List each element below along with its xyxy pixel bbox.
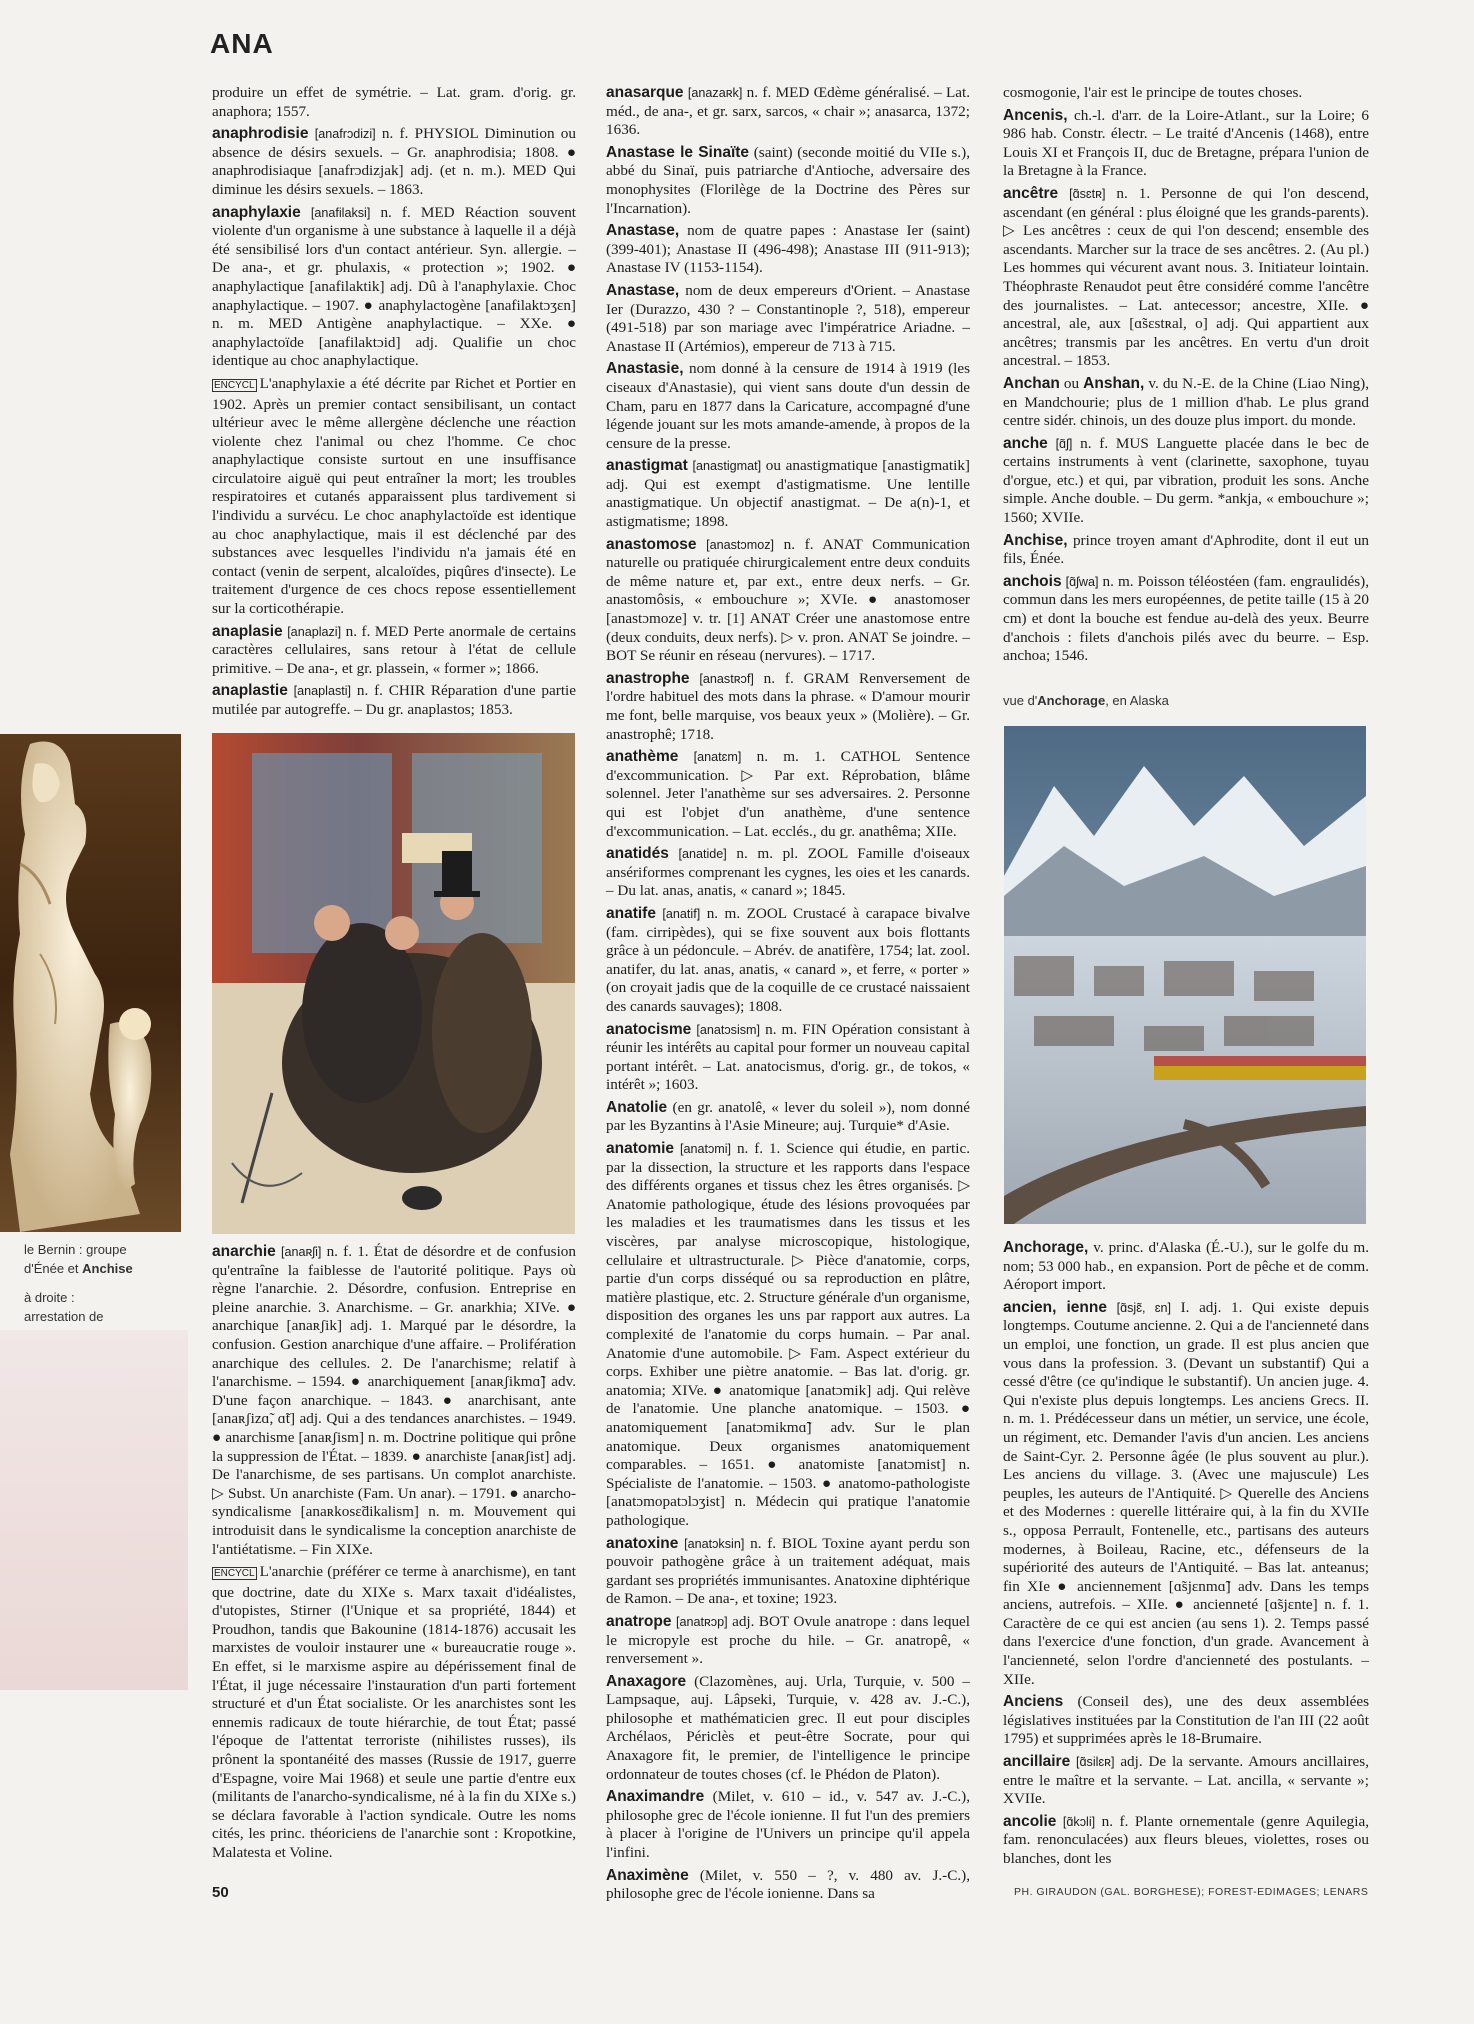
entry-anaximandre: Anaximandre (Milet, v. 610 – id., v. 547 av. J.-C.), philosophe grec de l'école ionienne. Il fut l'un des premiers à placer à l'origine de l'Univers un principe qu'il appela l'infini. (606, 1788, 971, 1862)
column-1-top (212, 84, 576, 724)
anchorage-photo (1004, 726, 1366, 1224)
entry-anasarque: anasarque [anazaʀk] n. f. MED Œdème généralisé. – Lat. méd., de ana-, et gr. sarx, sarcos, « chair »; anasarca, 1372; 1636. (606, 84, 971, 139)
entry-ancien: ancien, ienne [ɑ̃sjɛ̃, ɛn] I. adj. 1. Qui existe depuis longtemps. Coutume ancienne. 2. Qui a de l'ancienneté dans un emploi, une fonction, un grade. Il est plus ancien que vous dans la profession. 3. (Devant un substantif) Qui a cessé d'être (ce qu'indique le substantif). Un ancien juge. 4. Qui n'existe plus depuis longtemps. Les anciens Grecs. II. n. m. 1. Prédécesseur dans un métier, un service, une école, un régiment, etc. Demander l'avis d'un ancien. Les anciens de Saint-Cyr. 2. Personne âgée (le plus souvent au plur.). Les anciens du village. 3. (Avec une majuscule) Les peuples, les auteurs de l'Antiquité. ▷ Querelle des Anciens et des Modernes : querelle littéraire qui, à la fin du XVIIe s., opposa Perrault, Fontenelle, etc., partisans des auteurs modernes, à Boileau, Racine, etc., défenseurs de la supériorité des auteurs de l'Antiquité. – Bas lat. anteanus; fin XIe ● anciennement [ɑ̃sjɛnmɑ̃] adv. Dans les temps anciens, autrefois. – XIIe. ● ancienneté [ɑ̃sjɛnte] n. f. 1. Caractère de ce qui est ancien (au sens 1). 2. Temps passé dans l'exercice d'une fonction, d'un grade. Avancement à l'ancienneté, selon l'ordre d'ancienneté des postulants. – XIIe. (1003, 1298, 1370, 1688)
entry-anaphrodisie: anaphrodisie [anafrɔdizi] n. f. PHYSIOL Diminution ou absence de désirs sexuels. – Gr. anaphrodisia; 1808. ● anaphrodisiaque [anafrɔdizjak] adj. (et n. m.). MED Qui diminue les désirs sexuels. – 1863. (212, 125, 576, 198)
entry-anaplastie: anaplastie [anaplasti] n. f. CHIR Réparation d'une partie mutilée par autogreffe. – Du gr. anaplastos; 1853. (212, 682, 577, 718)
entry-anchise: Anchise, prince troyen amant d'Aphrodite, dont il eut un fils, Énée. (1003, 531, 1370, 568)
entry-anatides: anatidés [anatide] n. m. pl. ZOOL Famille d'oiseaux ansériformes comprenant les cygnes, les oies et les canards. – Du lat. anas, anatis, « canard »; 1845. (606, 845, 971, 900)
entry-anastase-empereurs: Anastase, nom de deux empereurs d'Orient. – Anastase Ier (Durazzo, 430 ? – Constantinople ?, 518), empereur (491-518) par son mariage avec l'impératrice Ariadne. – Anastase II (Artémios), empereur de 713 à 715. (606, 281, 970, 355)
entry-anastase-papes: Anastase, nom de quatre papes : Anastase Ier (saint) (399-401); Anastase II (496-498); Anastase III (911-913); Anastase IV (1153-1154). (606, 222, 971, 277)
entry-continuation: produire un effet de symétrie. – Lat. gram. d'orig. gr. anaphora; 1557. (212, 84, 576, 120)
encyclopedic-note-anaphylaxie: ENCYCL L'anaphylaxie a été décrite par Richet et Portier en 1902. Après un premier contact sensibilisant, un contact ultérieur avec le même allergène déclenche une réaction violente chez l'animal ou chez l'homme. Ce choc anaphylactique consiste surtout en une insuffisance circulatoire aiguë qui peut entraîner la mort; les troubles respiratoires et cutanés apparaissent plus tardivement si l'individu a survécu. Le choc anaphylactoïde est identique au choc anaphylactique, mais il est déclenché par des substances avec lesquelles l'individu n'a jamais été en contact (venin de serpent, alcaloïdes, piqûres d'insecte). Le traitement d'urgence de ces chocs repose essentiellement sur la corticothérapie. (212, 374, 576, 618)
running-head: ANA (210, 28, 274, 59)
photo-credits: PH. GIRAUDON (GAL. BORGHESE); FOREST-EDIMAGES; LENARS (1014, 1886, 1369, 1898)
entry-ancillaire: ancillaire [ɑ̃silɛʀ] adj. De la servante. Amours ancillaires, entre le maître et la servante. – Lat. ancilla, « servante »; XVIIe. (1003, 1753, 1369, 1808)
encycl-tag: ENCYCL (214, 1568, 255, 1580)
column-3-bottom (1003, 1239, 1369, 1873)
entry-anatife: anatife [anatif] n. m. ZOOL Crustacé à carapace bivalve (fam. cirripèdes), qui se fixe souvent aux bois flottants grâce à un pédoncule. – Abrév. de anatifère, 1754; lat. zool. anatifer, du lat. anas, anatis, « canard », et ferre, « porter » (on croyait jadis que de la coquille de ce crustacé naissaient des canards sauvages); 1808. (606, 904, 970, 1015)
entry-anchois: anchois [ɑ̃ʃwa] n. m. Poisson téléostéen (fam. engraulidés), commun dans les mers européennes, de petite taille (15 à 20 cm) et dont la bouche est fendue au-delà des yeux. Beurre d'anchois : filets d'anchois pilés avec du beurre. – Esp. anchoa; 1546. (1003, 572, 1369, 665)
anchorage-caption: vue d'Anchorage, en Alaska (1003, 693, 1169, 708)
entry-anatoxine: anatoxine [anatɔksin] n. f. BIOL Toxine ayant perdu son pouvoir pathogène grâce à un traitement adéquat, mais gardant ses propriétés immunisantes. Anatoxine diphtérique de Ramon. – De ana-, et toxine; 1923. (606, 1534, 971, 1608)
entry-anaximene: Anaximène (Milet, v. 550 – ?, v. 480 av. J.-C.), philosophe grec de l'école ionienne. Dans sa (606, 1866, 971, 1903)
entry-anastomose: anastomose [anastɔmoz] n. f. ANAT Communication naturelle ou pratiquée chirurgicalement entre deux conduits de même nature et, par ext., entre deux nerfs. – Gr. anastomôsis, « embouchure »; XVIe. ● anastomoser [anastɔmoze] v. tr. [1] ANAT Créer une anastomose entre (deux conduits, deux nerfs). ▷ v. pron. ANAT Se joindre. – BOT Se réunir en réseau (nervures). – 1717. (606, 535, 971, 665)
entry-ancolie: ancolie [ɑ̃kɔli] n. f. Plante ornementale (genre Aquilegia, fam. renonculacées) aux fleurs bleues, violettes, roses ou blanches, dont les (1003, 1812, 1369, 1867)
entry-ancenis: Ancenis, ch.-l. d'arr. de la Loire-Atlant., sur la Loire; 6 986 hab. Constr. électr. – Le traité d'Ancenis (1468), entre Louis XI et François II, duc de Bretagne, prépara l'union de la Bretagne à la France. (1003, 106, 1370, 180)
encyclopedic-note-anarchie: ENCYCL L'anarchie (préférer ce terme à anarchisme), en tant que doctrine, date du XIXe s. Marx taxait d'idéalistes, d'utopistes, Stirner (l'Unique et sa propriété, 1844) et Proudhon, tandis que Bakounine (1814-1876) accusait les marxistes de vouloir instaurer une « bureaucratie rouge ». En effet, si le marxisme aspire au dépérissement final de l'État, il juge nécessaire l'instauration d'un parti fortement structuré et d'un État socialiste. Or les anarchistes sont les ennemis radicaux de toute hiérarchie, de tout État; passé l'époque de l'attentat terroriste (nihilistes russes), ils prônent la spontanéité des masses (Russie de 1917, guerre d'Espagne, voire Mai 1968) et seule une partie d'entre eux (militants de l'anarcho-syndicalisme, né à la fin du XIXe s.) se déclara favorable à l'action syndicale. Outre les noms cités, les princ. théoriciens de l'anarchie sont : Kropotkine, Malatesta et Voline. (212, 1563, 576, 1861)
entry-anaxagore: Anaxagore (Clazomènes, auj. Urla, Turquie, v. 500 – Lampsaque, auj. Lâpseki, Turquie, v. 428 av. J.-C.), philosophe et mathématicien grec. Il eut pour disciples Archélaos, Périclès et peut-être Socrate, pour qui Anaxagore fit, le premier, de l'intelligence le principe ordonnateur de toutes choses (cf. le Phédon de Platon). (606, 1672, 971, 1783)
statue-caption: le Bernin : groupe d'Énée et Anchise à droite : arrestation de (24, 1242, 133, 1324)
column-1-bottom (212, 1243, 576, 1867)
page-number: 50 (212, 1884, 229, 1901)
entry-anastasie: Anastasie, nom donné à la censure de 1914 à 1919 (les ciseaux d'Anastasie), qui vient sans doute d'un dessin de Cham, paru en 1877 dans la Caricature, accompagné d'une légende jouant sur les mots amande-amende, à propos de la censure de la presse. (606, 360, 971, 452)
entry-anatocisme: anatocisme [anatɔsism] n. m. FIN Opération consistant à réunir les intérêts au capital pour former un nouveau capital portant intérêt. – Lat. anatocismus, d'orig. gr., de tokos, « intérêt »; 1603. (606, 1020, 971, 1094)
column-3-top (1003, 84, 1369, 670)
ravachol-arrest-illustration (212, 733, 575, 1234)
entry-anchan: Anchan ou Anshan, v. du N.-E. de la Chine (Liao Ning), en Mandchourie; plus de 1 million d'hab. Le plus grand centre sidér. chinois, un des douze plus import. du monde. (1003, 374, 1369, 430)
entry-anastigmat: anastigmat [anastigmat] ou anastigmatique [anastigmatik] adj. Qui est exempt d'astigmatisme. Une lentille anastigmatique. Un objectif anastigmat. – De a(n)-1, et astigmatisme; 1898. (606, 457, 970, 531)
column-2 (606, 84, 970, 1908)
entry-anatrope: anatrope [anatʀɔp] adj. BOT Ovule anatrope : dans lequel le micropyle est proche du hile. – Gr. anatropê, « renversement ». (606, 1612, 970, 1668)
entry-anarchie: anarchie [anaʀʃi] n. f. 1. État de désordre et de confusion qu'entraîne la faiblesse de l'autorité politique. Pays où règne l'anarchie. 2. Désordre, confusion. Entreprise en pleine anarchie. 3. Anarchisme. – Gr. anarkhia; XIVe. ● anarchique [anaʀʃik] adj. 1. Marqué par le désordre, la confusion. Gestion anarchique d'une affaire. – Prolifération anarchique des cellules. 2. De l'anarchisme; relatif à l'anarchisme. – 1594. ● anarchiquement [anaʀʃikmɑ̃] adv. D'une façon anarchique. – 1843. ● anarchisant, ante [anaʀʃizɑ̃, ɑ̃t] adj. Qui a des tendances anarchistes. – 1949. ● anarchisme [anaʀʃism] n. m. Doctrine politique qui prône la suppression de l'État. – 1839. ● anarchiste [anaʀʃist] adj. De l'anarchisme, de ses partisans. Un complot anarchiste. ▷ Subst. Un anarchiste (Fam. Un anar). – 1791. ● anarcho-syndicalisme [anaʀkosɛ̃dikalism] n. m. Mouvement qui introduisit dans le syndicalisme la conception anarchiste de l'antiétatisme. – Fin XIXe. (212, 1243, 576, 1558)
entry-anaphylaxie: anaphylaxie [anafilaksi] n. f. MED Réaction souvent violente d'un organisme à une substance à laquelle il a déjà été sensibilisé lors d'un contact antérieur. Syn. allergie. – De ana-, et gr. phulaxis, « protection »; 1902. ● anaphylactique [anafilaktik] adj. Dû à l'anaphylaxie. Choc anaphylactique. – 1907. ● anaphylactogène [anafilaktɔʒɛn] n. m. MED Antigène anaphylactique. – XXe. ● anaphylactoïde [anafilaktɔid] adj. Qualifie un choc identique au choc anaphylactique. (212, 203, 577, 370)
entry-anchorage: Anchorage, v. princ. d'Alaska (É.-U.), sur le golfe du m. nom; 53 000 hab., en expansion. Port de pêche et de comm. Aéroport import. (1003, 1239, 1370, 1294)
bernini-statue-photo (0, 734, 181, 1232)
encycl-tag: ENCYCL (214, 379, 255, 391)
entry-anatomie: anatomie [anatɔmi] n. f. 1. Science qui étudie, en partic. par la dissection, la structure et les rapports dans l'espace des différents organes et tissus chez les êtres organisés. ▷ Anatomie pathologique, étude des lésions provoquées par les maladies et les traumatismes dans les tissus et les viscères, par analyse microscopique, histologique, cellulaire et ultrastructurale. ▷ Pièce d'anatomie, corps, partie d'un corps disséqué ou sa reproduction en plâtre, matière plastique, etc. 2. Structure générale d'un organisme, disposition des organes les uns par rapport aux autres. La complexité de l'anatomie du corps humain. – Par anal. Anatomie d'une automobile. ▷ Fam. Aspect extérieur du corps. Exhiber une piètre anatomie. – Bas lat. d'orig. gr. anatomia; XIVe. ● anatomique [anatɔmik] adj. Qui relève de l'anatomie. Une planche anatomique. – 1503. ● anatomiquement [anatɔmikmɑ̃] adv. Sur le plan anatomique. Deux organismes anatomiquement comparables. – 1651. ● anatomiste [anatɔmist] n. Spécialiste de l'anatomie. – 1503. ● anatomo-pathologiste [anatɔmopatɔlɔʒist] n. Médecin qui pratique l'anatomie pathologique. (606, 1140, 971, 1529)
entry-continuation: cosmogonie, l'air est le principe de toutes choses. (1003, 84, 1303, 101)
entry-ancetre: ancêtre [ɑ̃sɛtʀ] n. 1. Personne de qui l'on descend, ascendant (en général : plus éloigné que les grands-parents). ▷ Les ancêtres : ceux de qui l'on descend; ensemble des ascendants. Marcher sur la trace de ses ancêtres. 2. (Au pl.) Les hommes qui vécurent avant nous. 3. Initiateur lointain. Théophraste Renaudot peut être considéré comme l'ancêtre des journalistes. – Lat. antecessor; ancestre, XIIe. ● ancestral, ale, aux [ɑ̃sɛstʀal, o] adj. Qui appartient aux ancêtres; transmis par les ancêtres. En vertu d'un droit ancestral. – 1853. (1003, 184, 1369, 370)
entry-anaplasie: anaplasie [anaplazi] n. f. MED Perte anormale de certains caractères cellulaires, sans retour à l'état de cellule primitive. – De ana-, et gr. plassein, « former »; 1866. (212, 622, 577, 677)
entry-anatheme: anathème [anatɛm] n. m. 1. CATHOL Sentence d'excommunication. ▷ Par ext. Réprobation, blâme solennel. Jeter l'anathème sur ses adversaires. 2. Personne qui est l'objet d'un anathème, d'une sentence d'excommunication. – Lat. ecclés., du gr. anathêma; XIIe. (606, 748, 970, 840)
margin-tint (0, 1330, 188, 1690)
entry-anatolie: Anatolie (en gr. anatolê, « lever du soleil »), nom donné par les Byzantins à l'Asie Mineure; auj. Turquie* d'Asie. (606, 1098, 970, 1135)
entry-anastrophe: anastrophe [anastʀɔf] n. f. GRAM Renversement de l'ordre habituel des mots dans la phrase. « D'amour mourir me font, belle marquise, vos beaux yeux » (Molière). – Gr. anastrophê; 1718. (606, 669, 971, 743)
entry-anastase-sinaite: Anastase le Sinaïte (saint) (seconde moitié du VIIe s.), abbé du Sinaï, puis patriarche d'Antioche, adversaire des monophysites (Florilège de la Doctrine des Pères sur l'Incarnation). (606, 143, 970, 217)
entry-anciens-conseil: Anciens (Conseil des), une des deux assemblées législatives instituées par la Constitution de l'an III (22 août 1795) et supprimées après le 18-Brumaire. (1003, 1693, 1369, 1748)
entry-anche: anche [ɑ̃ʃ] n. f. MUS Languette placée dans le bec de certains instruments à vent (clarinette, saxophone, tuyau d'orgue, etc.) et qui, par vibration, produit les sons. Anche simple. Anche double. – Du germ. *ankja, « embouchure »; 1560; XVIIe. (1003, 434, 1369, 527)
